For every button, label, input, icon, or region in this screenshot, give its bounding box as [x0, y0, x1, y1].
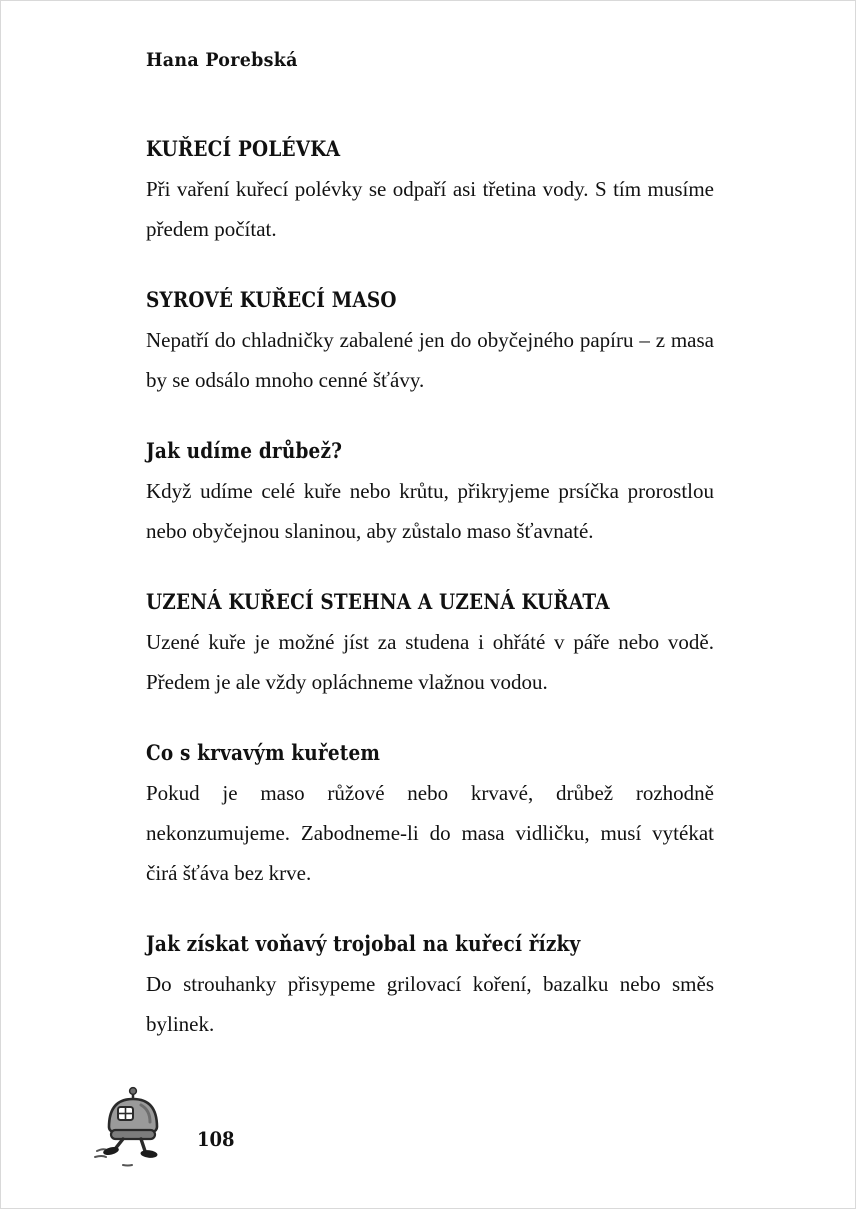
section-co-s-krvavym-kuretem [146, 733, 714, 893]
section-body: Nepatří do chladničky zabalené jen do obyčejného papíru – z masa by se odsálo mnoho cenné šťávy. [146, 328, 714, 392]
section-syrove-kureci-maso [146, 280, 714, 400]
section-body: Když udíme celé kuře nebo krůtu, přikryjeme prsíčka prorostlou nebo obyčejnou slaninou, aby zůstalo maso šťavnaté. [146, 479, 714, 543]
section-body: Při vaření kuřecí polévky se odpaří asi třetina vody. S tím musíme předem počítat. [146, 177, 714, 241]
section-heading: Jak udíme drůbež? [146, 438, 343, 463]
section-heading: UZENÁ KUŘECÍ STEHNA A UZENÁ KUŘATA [146, 589, 610, 614]
robot-mascot-icon [89, 1085, 173, 1169]
section-trojobal [146, 924, 714, 1044]
section-body: Do strouhanky přisypeme grilovací koření, bazalku nebo směs bylinek. [146, 972, 714, 1036]
section-heading: Jak získat voňavý trojobal na kuřecí řízky [146, 931, 581, 956]
section-kureci-polevka [146, 129, 714, 249]
page-number: 108 [197, 1127, 235, 1151]
section-body: Uzené kuře je možné jíst za studena i ohřáté v páře nebo vodě. Předem je ale vždy opláchneme vlažnou vodou. [146, 630, 714, 694]
page-content [146, 1, 714, 1075]
sections-container [146, 129, 714, 1044]
section-heading: SYROVÉ KUŘECÍ MASO [146, 287, 397, 312]
section-jak-udime-drubez [146, 431, 714, 551]
section-uzena-kureci-stehna [146, 582, 714, 702]
section-body: Pokud je maso růžové nebo krvavé, drůbež rozhodně nekonzumujeme. Zabodneme-li do masa vidličku, musí vytékat čirá šťáva bez krve. [146, 781, 714, 885]
page-footer [89, 1079, 389, 1169]
section-heading: KUŘECÍ POLÉVKA [146, 136, 341, 161]
author-header: Hana Porebská [146, 49, 298, 71]
section-heading: Co s krvavým kuřetem [146, 740, 381, 765]
